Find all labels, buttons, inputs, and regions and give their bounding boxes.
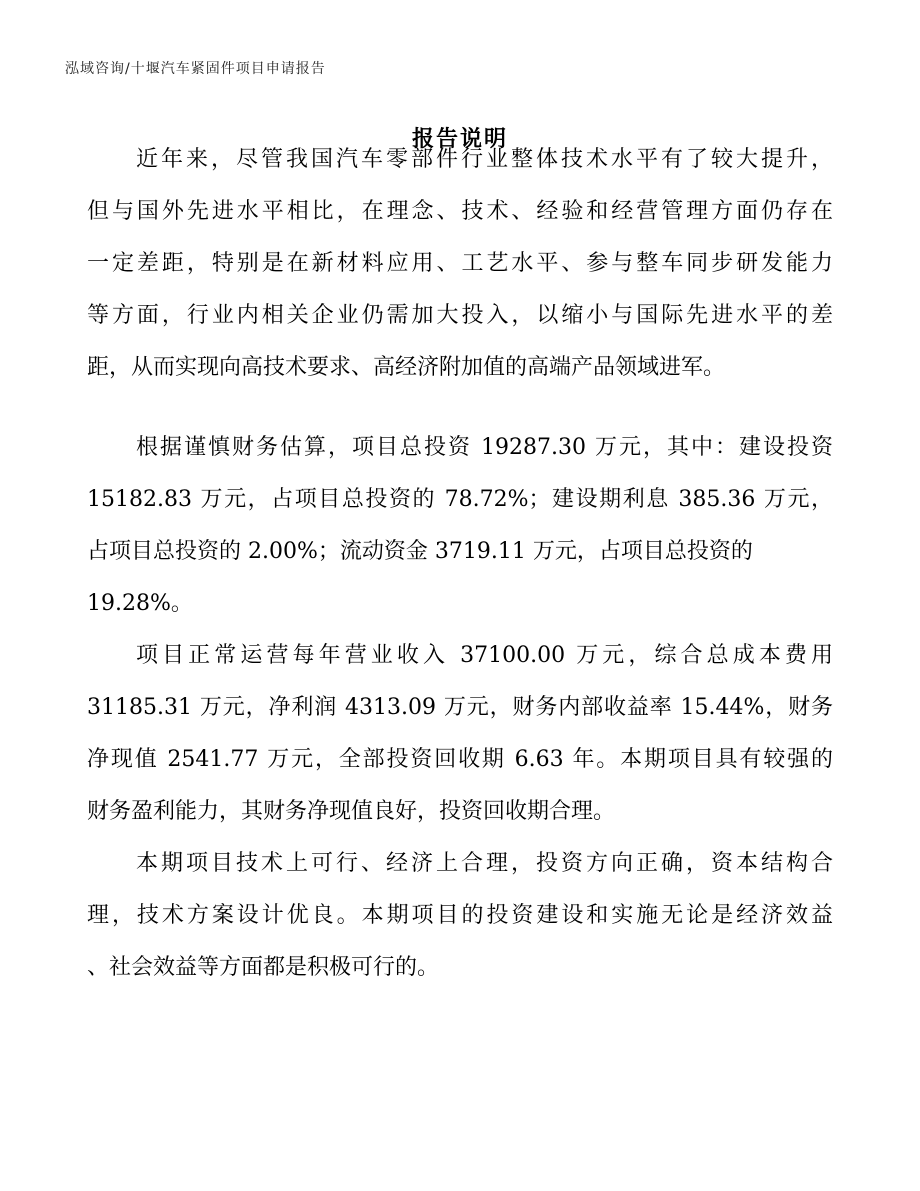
text-line: 近年来，尽管我国汽车零部件行业整体技术水平有了较大提升， (136, 147, 833, 172)
text-line: 31185.31 万元，净利润 4313.09 万元，财务内部收益率 15.44%，财务 (87, 695, 833, 720)
text-line: 但与国外先进水平相比，在理念、技术、经验和经营管理方面仍存在 (87, 199, 833, 224)
text-line: 净现值 2541.77 万元，全部投资回收期 6.63 年。本期项目具有较强的 (87, 747, 833, 772)
text-line: 项目正常运营每年营业收入 37100.00 万元，综合总成本费用 (136, 643, 833, 668)
running-header: 泓域咨询/十堰汽车紧固件项目申请报告 (65, 61, 326, 77)
text-line: 、社会效益等方面都是积极可行的。 (87, 955, 440, 980)
text-line: 根据谨慎财务估算，项目总投资 19287.30 万元，其中：建设投资 (136, 435, 833, 460)
page-title: 报告说明 (411, 127, 508, 152)
text-line: 本期项目技术上可行、经济上合理，投资方向正确，资本结构合 (136, 851, 833, 876)
text-line: 19.28%。 (87, 591, 193, 616)
text-line: 占项目总投资的 2.00%；流动资金 3719.11 万元，占项目总投资的 (87, 539, 753, 564)
text-line: 距，从而实现向高技术要求、高经济附加值的高端产品领域进军。 (87, 355, 726, 380)
text-line: 15182.83 万元，占项目总投资的 78.72%；建设期利息 385.36 万元， (87, 487, 833, 512)
text-line: 一定差距，特别是在新材料应用、工艺水平、参与整车同步研发能力 (87, 251, 833, 276)
text-line: 财务盈利能力，其财务净现值良好，投资回收期合理。 (87, 799, 616, 824)
text-line: 等方面，行业内相关企业仍需加大投入，以缩小与国际先进水平的差 (87, 303, 833, 328)
text-line: 理，技术方案设计优良。本期项目的投资建设和实施无论是经济效益 (87, 903, 833, 928)
